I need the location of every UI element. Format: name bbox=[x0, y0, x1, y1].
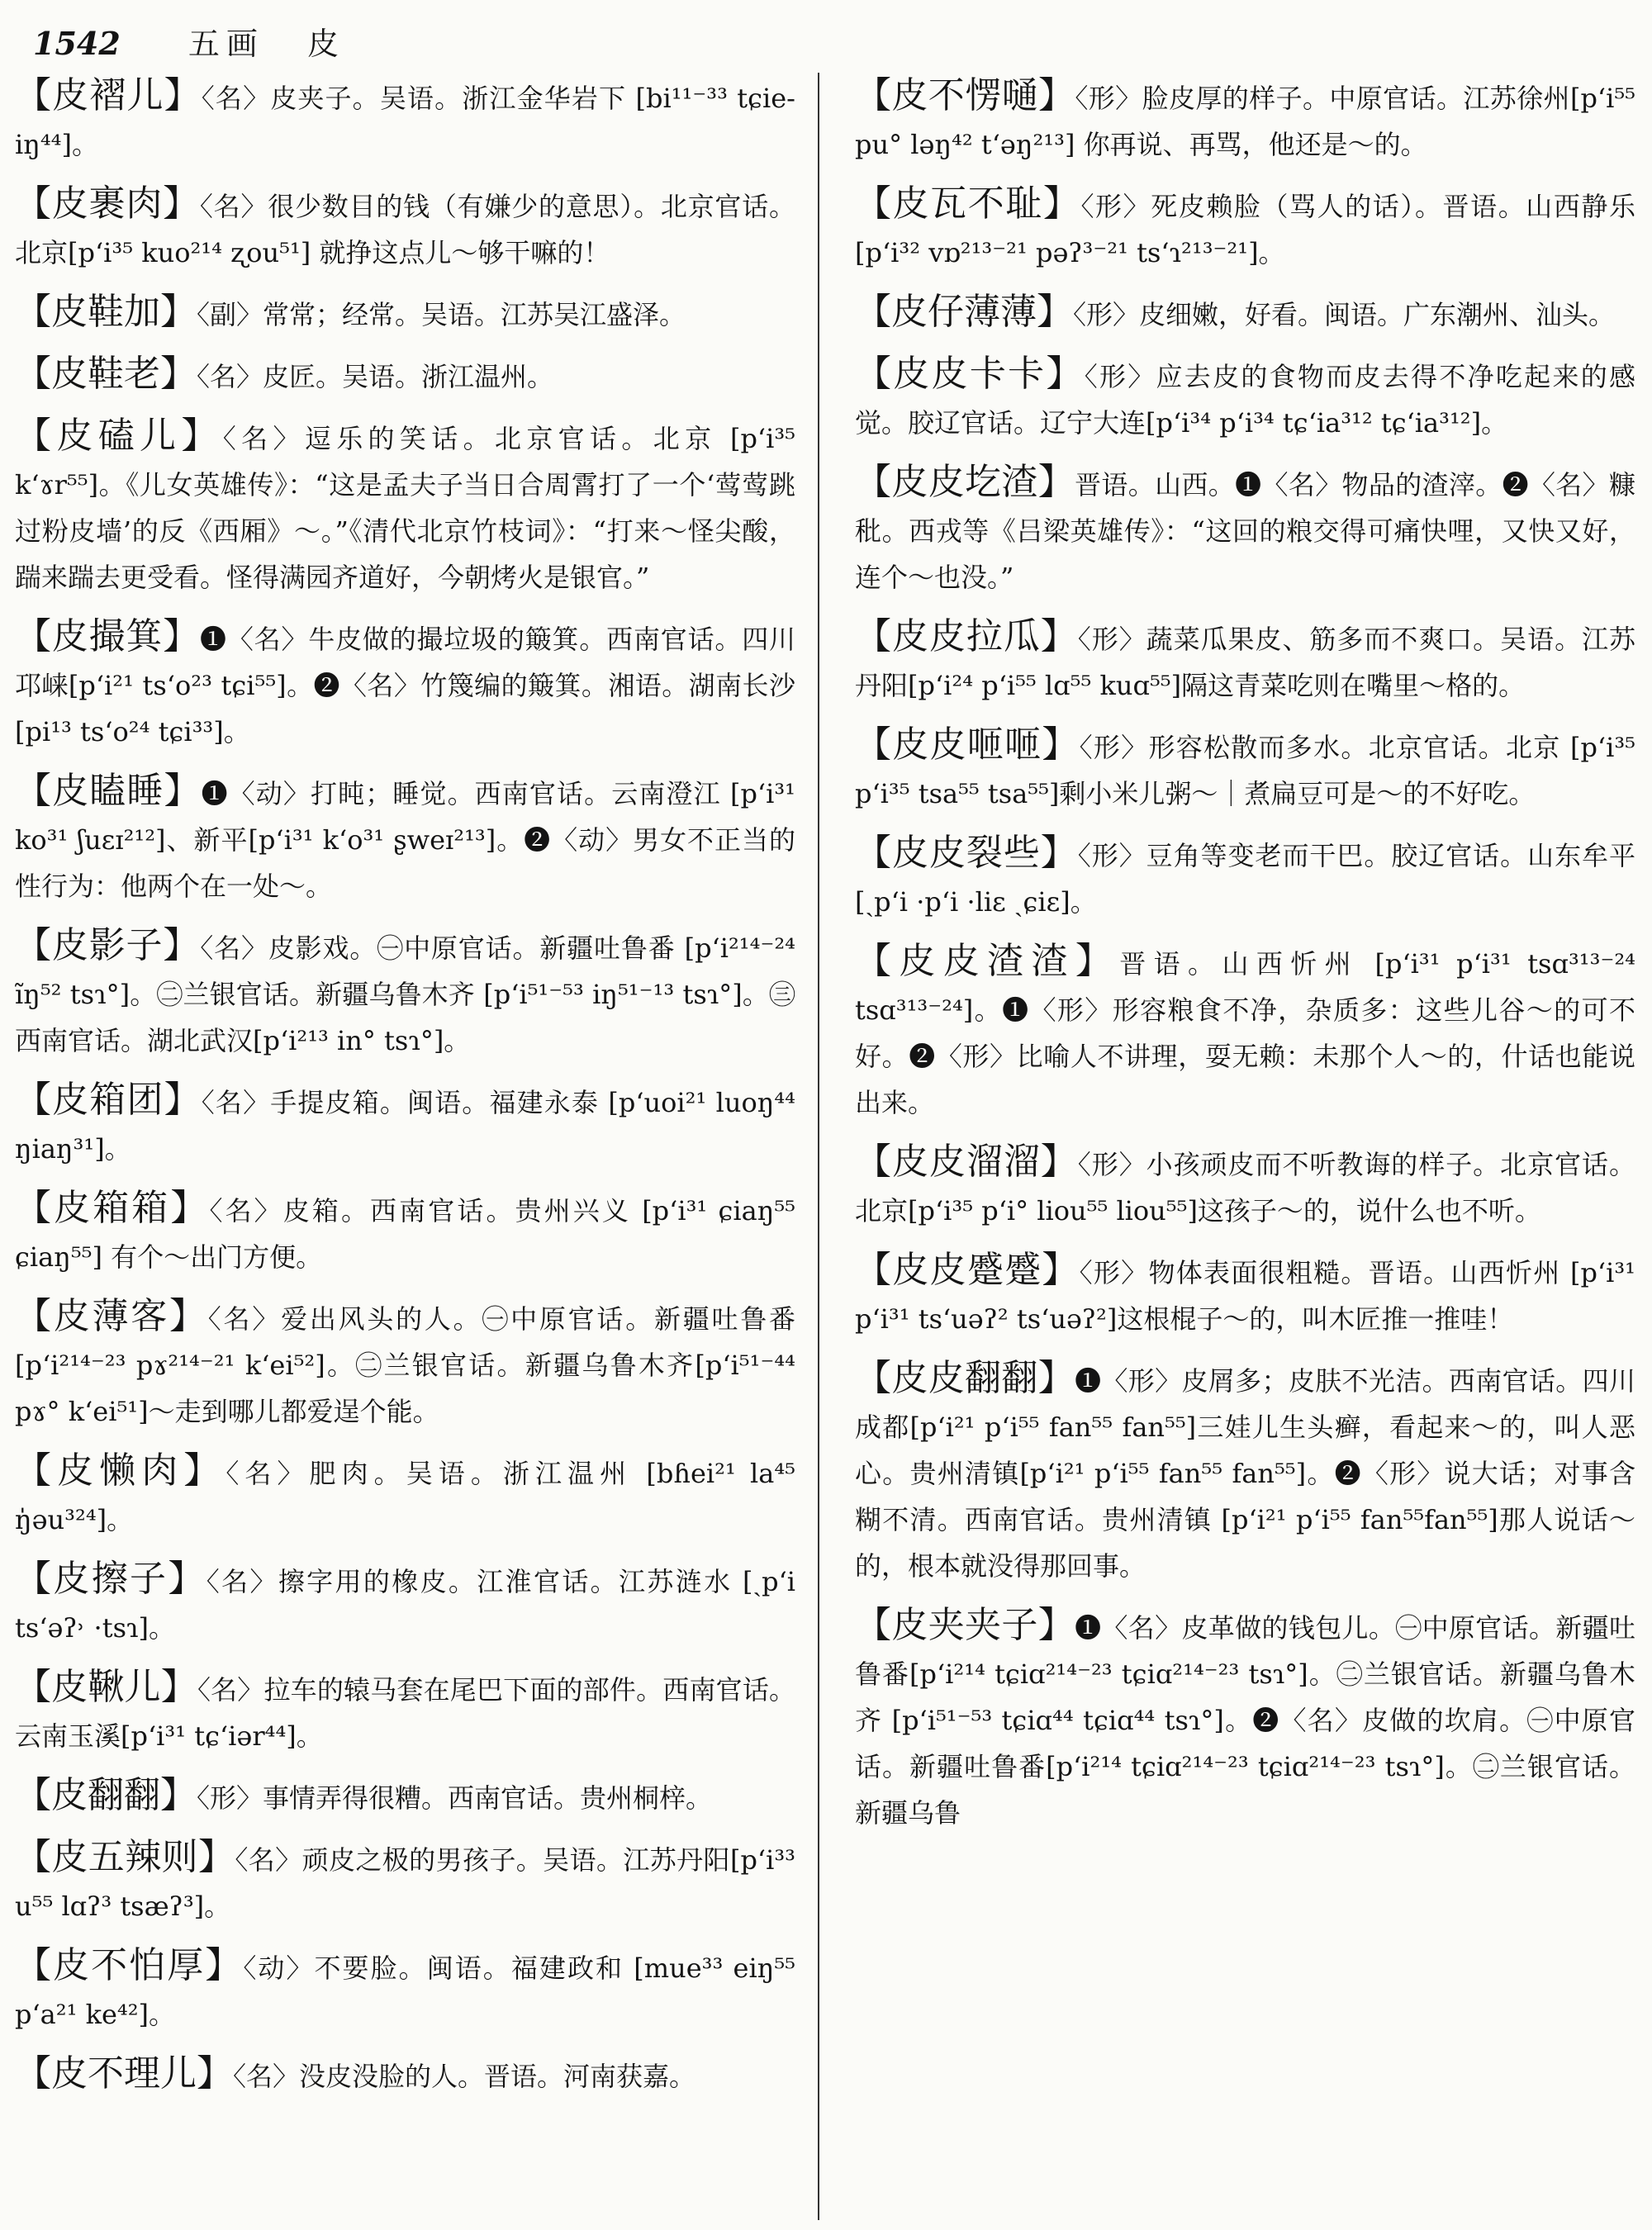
dictionary-entry bbox=[855, 938, 1635, 1126]
entry-headword: 【皮皮溜溜】 bbox=[855, 1141, 1078, 1183]
dictionary-entry bbox=[15, 1185, 795, 1280]
entry-definition: 〈名〉爱出风头的人。㊀中原官话。新疆吐鲁番[pʻi²¹⁴⁻²³ pɤ²¹⁴⁻²¹ kʻei⁵²]。㊁兰银官话。新疆乌鲁木齐[pʻi⁵¹⁻⁴⁴ pɤ° kʻei⁵¹]～走到哪儿都爱逞个能。 bbox=[15, 1303, 795, 1427]
dictionary-entry bbox=[15, 614, 795, 755]
entry-definition: 晋语。山西忻州 [pʻi³¹ pʻi³¹ tsɑ³¹³⁻²⁴ tsɑ³¹³⁻²⁴]。❶〈形〉形容粮食不净，杂质多：这些儿谷～的可不好。❷〈形〉比喻人不讲理，耍无赖：未那个人～的，什话也能说出来。 bbox=[855, 948, 1635, 1118]
entry-definition: 〈动〉不要脸。闽语。福建政和 [mue³³ eiŋ⁵⁵ pʻa²¹ ke⁴²]。 bbox=[15, 1952, 795, 2030]
entry-headword: 【皮皮圪渣】 bbox=[855, 461, 1075, 503]
entry-headword: 【皮夹夹子】 bbox=[855, 1604, 1075, 1646]
entry-headword: 【皮皮拉瓜】 bbox=[855, 615, 1078, 657]
entry-headword: 【皮箱箱】 bbox=[15, 1187, 210, 1229]
entry-headword: 【皮鞋加】 bbox=[15, 291, 197, 333]
entry-headword: 【皮瞌睡】 bbox=[15, 770, 202, 812]
dictionary-entry bbox=[15, 1293, 795, 1435]
entry-definition: ❶〈名〉皮革做的钱包儿。㊀中原官话。新疆吐鲁番[pʻi²¹⁴ tɕiɑ²¹⁴⁻²³ tɕiɑ²¹⁴⁻²³ tsɿ°]。㊁兰银官话。新疆乌鲁木齐 [pʻi⁵¹⁻⁵³ tɕiɑ⁴⁴ tɕiɑ⁴⁴ tsɿ°]。❷〈名〉皮做的坎肩。㊀中原官话。新疆吐鲁番[pʻi²¹⁴ tɕiɑ²¹⁴⁻²³ tɕiɑ²¹⁴⁻²³ tsɿ°]。㊁兰银官话。新疆乌鲁 bbox=[855, 1612, 1635, 1829]
entry-headword: 【皮影子】 bbox=[15, 924, 201, 966]
dictionary-entry bbox=[15, 73, 795, 168]
entry-headword: 【皮撮箕】 bbox=[15, 615, 201, 657]
dictionary-entry bbox=[15, 1834, 795, 1929]
entry-definition: 〈名〉逗乐的笑话。北京官话。北京 [pʻi³⁵ kʻɤr⁵⁵]。《儿女英雄传》：“这是孟夫子当日合周霄打了一个‘莺莺跳过粉皮墙’的反《西厢》～。”《清代北京竹枝词》：“打来～怪尖酸，踹来踹去更受看。怪得满园齐道好，今朝烤火是银官。” bbox=[15, 423, 795, 593]
entry-definition: 〈形〉皮细嫩，好看。闽语。广东潮州、汕头。 bbox=[1073, 299, 1616, 330]
entry-headword: 【皮皮裂些】 bbox=[855, 832, 1078, 874]
entry-definition: 〈形〉应去皮的食物而皮去得不净吃起来的感觉。胶辽官话。辽宁大连[pʻi³⁴ pʻi³⁴ tɕʻia³¹² tɕʻia³¹²]。 bbox=[855, 361, 1635, 439]
entry-definition: 〈名〉擦字用的橡皮。江淮官话。江苏涟水 [ˏpʻi tsʻəʔ˒ ·tsɿ]。 bbox=[15, 1566, 795, 1644]
entry-headword: 【皮懒肉】 bbox=[15, 1450, 226, 1492]
entry-definition: 〈形〉脸皮厚的样子。中原官话。江苏徐州[pʻi⁵⁵ pu° ləŋ⁴² tʻəŋ²¹³] 你再说、再骂，他还是～的。 bbox=[855, 83, 1635, 160]
dictionary-entry bbox=[855, 614, 1635, 709]
right-column bbox=[855, 73, 1635, 2212]
entry-definition: 〈名〉很少数目的钱（有嫌少的意思）。北京官话。北京[pʻi³⁵ kuo²¹⁴ ʐou⁵¹] 就挣这点儿～够干嘛的！ bbox=[15, 191, 795, 268]
dictionary-entry bbox=[855, 1247, 1635, 1342]
entry-headword: 【皮五辣则】 bbox=[15, 1836, 235, 1878]
dictionary-entry bbox=[15, 2051, 795, 2100]
entry-headword: 【皮不愣嗵】 bbox=[855, 74, 1075, 116]
entry-headword: 【皮皮蹙蹙】 bbox=[855, 1249, 1080, 1291]
entry-headword: 【皮仔薄薄】 bbox=[855, 291, 1073, 333]
column-divider bbox=[818, 73, 819, 2220]
entry-definition: 〈名〉顽皮之极的男孩子。吴语。江苏丹阳[pʻi³³ u⁵⁵ lɑʔ³ tsæʔ³]。 bbox=[15, 1844, 795, 1922]
dictionary-entry bbox=[15, 1556, 795, 1651]
entry-definition: 〈形〉蔬菜瓜果皮、筋多而不爽口。吴语。江苏丹阳[pʻi²⁴ pʻi⁵⁵ lɑ⁵⁵ kuɑ⁵⁵]隔这青菜吃则在嘴里～格的。 bbox=[855, 624, 1635, 701]
dictionary-entry bbox=[15, 1943, 795, 2038]
dictionary-entry bbox=[15, 923, 795, 1064]
dictionary-entry bbox=[15, 1448, 795, 1543]
entry-headword: 【皮瓦不耻】 bbox=[855, 183, 1081, 225]
dictionary-entry bbox=[15, 768, 795, 909]
entry-definition: 〈名〉肥肉。吴语。浙江温州 [bɦei²¹ la⁴⁵ ŋ̍əu³²⁴]。 bbox=[15, 1458, 795, 1535]
dictionary-entry bbox=[855, 351, 1635, 446]
dictionary-entry bbox=[855, 289, 1635, 338]
dictionary-entry bbox=[15, 1077, 795, 1172]
page-number: 1542 bbox=[33, 25, 121, 62]
entry-definition: 〈名〉没皮没脸的人。晋语。河南获嘉。 bbox=[233, 2061, 696, 2092]
entry-definition: 〈形〉死皮赖脸（骂人的话）。晋语。山西静乐[pʻi³² vɒ²¹³⁻²¹ pəʔ³⁻²¹ tsʻɿ²¹³⁻²¹]。 bbox=[855, 191, 1635, 268]
dictionary-entry bbox=[15, 351, 795, 400]
entry-headword: 【皮箱团】 bbox=[15, 1079, 202, 1121]
dictionary-entry bbox=[15, 181, 795, 276]
entry-headword: 【皮皮卡卡】 bbox=[855, 353, 1085, 395]
entry-definition: 〈副〉常常；经常。吴语。江苏吴江盛泽。 bbox=[197, 299, 686, 330]
dictionary-entry bbox=[855, 1602, 1635, 1836]
entry-headword: 【皮薄客】 bbox=[15, 1295, 208, 1337]
entry-headword: 【皮翻翻】 bbox=[15, 1774, 197, 1816]
entry-headword: 【皮皮渣渣】 bbox=[855, 940, 1120, 982]
entry-headword: 【皮褶儿】 bbox=[15, 74, 202, 116]
entry-definition: 晋语。山西。❶〈名〉物品的渣滓。❷〈名〉糠秕。西戎等《吕梁英雄传》：“这回的粮交得可痛快哩，又快又好，连个～也没。” bbox=[855, 469, 1635, 593]
entry-headword: 【皮皮翻翻】 bbox=[855, 1357, 1075, 1399]
dictionary-entry bbox=[855, 1355, 1635, 1589]
dictionary-entry bbox=[855, 73, 1635, 168]
dictionary-entry bbox=[15, 289, 795, 338]
dictionary-entry bbox=[855, 1139, 1635, 1234]
entry-definition: 〈形〉物体表面很粗糙。晋语。山西忻州 [pʻi³¹ pʻi³¹ tsʻuəʔ² tsʻuəʔ²]这根棍子～的，叫木匠推一推哇！ bbox=[855, 1257, 1635, 1335]
entry-headword: 【皮不怕厚】 bbox=[15, 1944, 244, 1986]
entry-definition: 〈形〉豆角等变老而干巴。胶辽官话。山东牟平 [ˏpʻi ·pʻi ·liɛ ˏɕiɛ]。 bbox=[855, 840, 1635, 918]
section-char: 皮 bbox=[306, 26, 339, 62]
dictionary-entry bbox=[855, 830, 1635, 925]
dictionary-entry bbox=[15, 1664, 795, 1759]
entry-headword: 【皮擦子】 bbox=[15, 1558, 206, 1600]
entry-definition: 〈名〉皮箱。西南官话。贵州兴义 [pʻi³¹ ɕiaŋ⁵⁵ ɕiaŋ⁵⁵] 有个～出门方便。 bbox=[15, 1195, 795, 1273]
entry-definition: 〈名〉手提皮箱。闽语。福建永泰 [pʻuoi²¹ luoŋ⁴⁴ ŋiaŋ³¹]。 bbox=[15, 1087, 795, 1165]
entry-definition: 〈名〉皮影戏。㊀中原官话。新疆吐鲁番 [pʻi²¹⁴⁻²⁴ ĩŋ⁵² tsɿ°]。㊁兰银官话。新疆乌鲁木齐 [pʻi⁵¹⁻⁵³ iŋ⁵¹⁻¹³ tsɿ°]。㊂西南官话。湖北武汉[pʻi²¹³ in° tsɿ°]。 bbox=[15, 932, 795, 1056]
entry-headword: 【皮裹肉】 bbox=[15, 183, 200, 225]
entry-headword: 【皮磕儿】 bbox=[15, 415, 223, 457]
left-column bbox=[15, 73, 795, 2212]
entry-definition: ❶〈形〉皮屑多；皮肤不光洁。西南官话。四川成都[pʻi²¹ pʻi⁵⁵ fan⁵⁵ fan⁵⁵]三娃儿生头癣，看起来～的，叫人恶心。贵州清镇[pʻi²¹ pʻi⁵⁵ fan⁵⁵ fan⁵⁵]。❷〈形〉说大话；对事含糊不清。西南官话。贵州清镇 [pʻi²¹ pʻi⁵⁵ fan⁵⁵fan⁵⁵]那人说话～的，根本就没得那回事。 bbox=[855, 1365, 1635, 1582]
page-header bbox=[33, 15, 1619, 73]
entry-definition: 〈形〉事情弄得很糟。西南官话。贵州桐梓。 bbox=[197, 1782, 713, 1814]
dictionary-entry bbox=[15, 1772, 795, 1821]
entry-definition: ❶〈名〉牛皮做的撮垃圾的簸箕。西南官话。四川邛崃[pʻi²¹ tsʻo²³ tɕi⁵⁵]。❷〈名〉竹篾编的簸箕。湘语。湖南长沙[pi¹³ tsʻo²⁴ tɕi³³]。 bbox=[15, 624, 795, 747]
entry-definition: 〈形〉形容松散而多水。北京官话。北京 [pʻi³⁵ pʻi³⁵ tsa⁵⁵ tsa⁵⁵]剩小米儿粥～｜煮扁豆可是～的不好吃。 bbox=[855, 732, 1635, 809]
dictionary-entry bbox=[855, 181, 1635, 276]
entry-definition: ❶〈动〉打盹；睡觉。西南官话。云南澄江 [pʻi³¹ ko³¹ ʃuɛɪ²¹²]、新平[pʻi³¹ kʻo³¹ ʂweɪ²¹³]。❷〈动〉男女不正当的性行为：他两个在一处～。 bbox=[15, 778, 795, 902]
entry-definition: 〈名〉皮匠。吴语。浙江温州。 bbox=[197, 361, 554, 392]
entry-definition: 〈形〉小孩顽皮而不听教诲的样子。北京官话。北京[pʻi³⁵ pʻi° liou⁵⁵ liou⁵⁵]这孩子～的，说什么也不听。 bbox=[855, 1149, 1635, 1226]
section-label: 五画 bbox=[188, 26, 264, 62]
dictionary-entry bbox=[15, 413, 795, 600]
entry-definition: 〈名〉拉车的辕马套在尾巴下面的部件。西南官话。云南玉溪[pʻi³¹ tɕʻiər⁴⁴]。 bbox=[15, 1674, 795, 1752]
entry-headword: 【皮皮咂咂】 bbox=[855, 724, 1080, 766]
entry-definition: 〈名〉皮夹子。吴语。浙江金华岩下 [bi¹¹⁻³³ tɕie-iŋ⁴⁴]。 bbox=[15, 83, 795, 160]
dictionary-entry bbox=[855, 722, 1635, 817]
entry-headword: 【皮不理儿】 bbox=[15, 2052, 233, 2095]
dictionary-entry bbox=[855, 459, 1635, 600]
entry-headword: 【皮鞋老】 bbox=[15, 353, 197, 395]
entry-headword: 【皮鞦儿】 bbox=[15, 1666, 197, 1708]
